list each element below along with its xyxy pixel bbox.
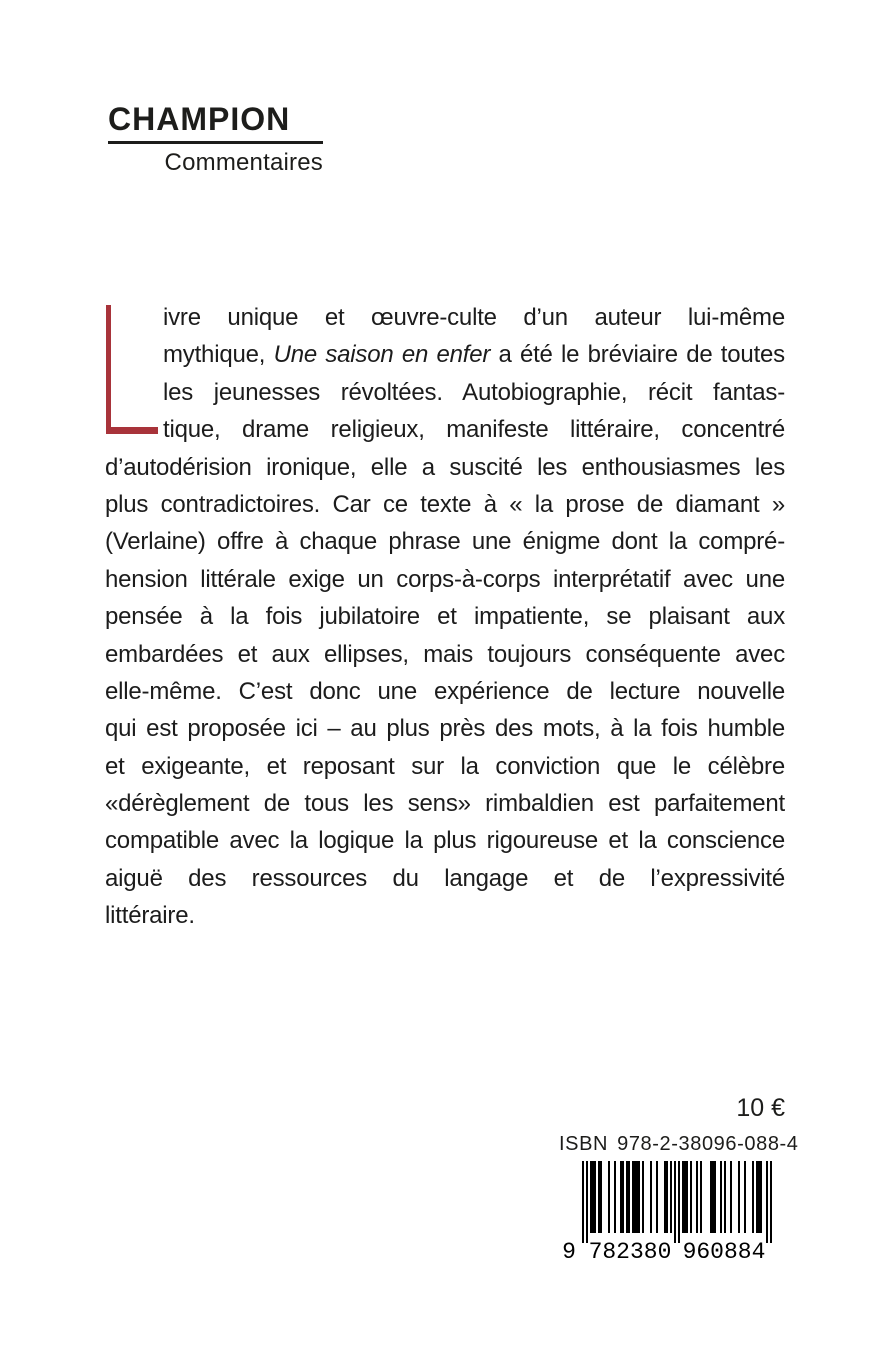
body-line-text: qui est proposée ici – au plus près des mots, à la fois humble	[105, 715, 785, 743]
body-line-text: (Verlaine) offre à chaque phrase une énigme dont la compré-	[105, 528, 785, 556]
body-line	[163, 299, 785, 336]
barcode-bar	[710, 1161, 712, 1233]
body-line-text: pensée à la fois jubilatoire et impatiente, se plaisant aux	[105, 603, 785, 631]
ean13-barcode	[559, 1159, 785, 1261]
barcode-bar	[682, 1161, 684, 1233]
barcode-bar	[730, 1161, 732, 1233]
isbn-line	[559, 1133, 799, 1156]
barcode-bar	[642, 1161, 644, 1233]
body-line-text: d’autodérision ironique, elle a suscité les enthousiasmes les	[105, 453, 785, 481]
barcode-bar	[620, 1161, 622, 1233]
barcode-bar	[770, 1161, 772, 1243]
collection-name: Commentaires	[164, 149, 323, 176]
barcode-bar	[766, 1161, 768, 1243]
body-line	[105, 486, 785, 523]
body-line	[105, 561, 785, 598]
barcode-bar	[608, 1161, 610, 1233]
barcode-bar	[586, 1161, 588, 1243]
barcode-bar	[632, 1161, 634, 1233]
body-line	[105, 598, 785, 635]
body-line-text: elle-même. C’est donc une expérience de lecture nouvelle	[105, 677, 785, 705]
barcode-bar	[598, 1161, 600, 1233]
barcode-digit-first: 9	[562, 1239, 576, 1261]
publisher-logo	[108, 103, 323, 177]
body-line-text: littéraire.	[105, 902, 195, 930]
barcode-bar	[638, 1161, 640, 1233]
barcode-bar	[594, 1161, 596, 1233]
body-line-text: embardées et aux ellipses, mais toujours conséquente avec	[105, 640, 785, 668]
body-line	[105, 710, 785, 747]
body-line	[105, 636, 785, 673]
publisher-name: CHAMPION	[108, 101, 291, 137]
barcode-bar	[582, 1161, 584, 1243]
barcode-bar	[674, 1161, 676, 1243]
barcode-bar	[690, 1161, 692, 1233]
body-line-text: ivre unique et œuvre-culte d’un auteur lui-même	[163, 304, 785, 331]
barcode-bar	[684, 1161, 686, 1233]
barcode-bar	[696, 1161, 698, 1233]
barcode-bar	[700, 1161, 702, 1233]
body-line	[105, 449, 785, 486]
body-line	[163, 374, 785, 411]
body-line	[163, 336, 785, 373]
barcode-bar	[724, 1161, 726, 1233]
body-line	[105, 860, 785, 897]
barcode-bar	[738, 1161, 740, 1233]
body-line-text: compatible avec la logique la plus rigoureuse et la conscience	[105, 827, 785, 855]
logo-underline	[108, 141, 323, 144]
body-text	[105, 299, 785, 935]
barcode-bar	[592, 1161, 594, 1233]
body-line	[105, 897, 785, 934]
body-line	[105, 673, 785, 710]
body-line	[105, 822, 785, 859]
barcode-bar	[600, 1161, 602, 1233]
book-title-italic: Une saison en enfer	[273, 341, 491, 369]
barcode-bar	[636, 1161, 638, 1233]
body-line-text: aiguë des ressources du langage et de l’expressivité	[105, 864, 785, 892]
body-line	[105, 748, 785, 785]
barcode-bar	[752, 1161, 754, 1233]
isbn-label: ISBN	[559, 1133, 609, 1155]
barcode-bar	[756, 1161, 758, 1233]
body-line-text: a été le bréviaire de toutes	[490, 341, 785, 369]
barcode-bar	[650, 1161, 652, 1233]
barcode-bar	[744, 1161, 746, 1233]
drop-cap-letter-L	[106, 305, 158, 434]
isbn-block	[559, 1133, 799, 1261]
isbn-number: 978-2-38096-088-4	[617, 1133, 799, 1155]
barcode-bar	[686, 1161, 688, 1233]
barcode-digits-right: 960884	[682, 1239, 766, 1261]
barcode-bar	[634, 1161, 636, 1233]
price-label: 10 €	[736, 1094, 785, 1122]
body-line-text: mythique,	[163, 341, 274, 369]
body-line	[163, 411, 785, 448]
barcode-bar	[590, 1161, 592, 1233]
barcode-bar	[720, 1161, 722, 1233]
body-line	[105, 523, 785, 560]
barcode-bar	[714, 1161, 716, 1233]
barcode-bar	[666, 1161, 668, 1233]
barcode-bar	[760, 1161, 762, 1233]
body-line-text: les jeunesses révoltées. Autobiographie, récit fantas-	[163, 378, 785, 406]
body-line-text: hension littérale exige un corps-à-corps interprétatif avec une	[105, 565, 785, 593]
barcode-bar	[664, 1161, 666, 1233]
body-line-text: tique, drame religieux, manifeste littéraire, concentré	[163, 416, 785, 444]
barcode-bar	[614, 1161, 616, 1233]
barcode-digits-left: 782380	[588, 1239, 672, 1261]
body-line-text: «dérèglement de tous les sens» rimbaldien est parfaitement	[105, 790, 785, 818]
barcode-bar	[622, 1161, 624, 1233]
body-line-text: plus contradictoires. Car ce texte à « la prose de diamant »	[105, 490, 785, 518]
barcode-bar	[678, 1161, 680, 1243]
barcode-bar	[758, 1161, 760, 1233]
body-line	[105, 785, 785, 822]
barcode-bar	[656, 1161, 658, 1233]
body-line-text: et exigeante, et reposant sur la conviction que le célèbre	[105, 752, 785, 780]
barcode-bar	[670, 1161, 672, 1233]
barcode-bar	[626, 1161, 628, 1233]
barcode-bar	[628, 1161, 630, 1233]
barcode-bar	[712, 1161, 714, 1233]
